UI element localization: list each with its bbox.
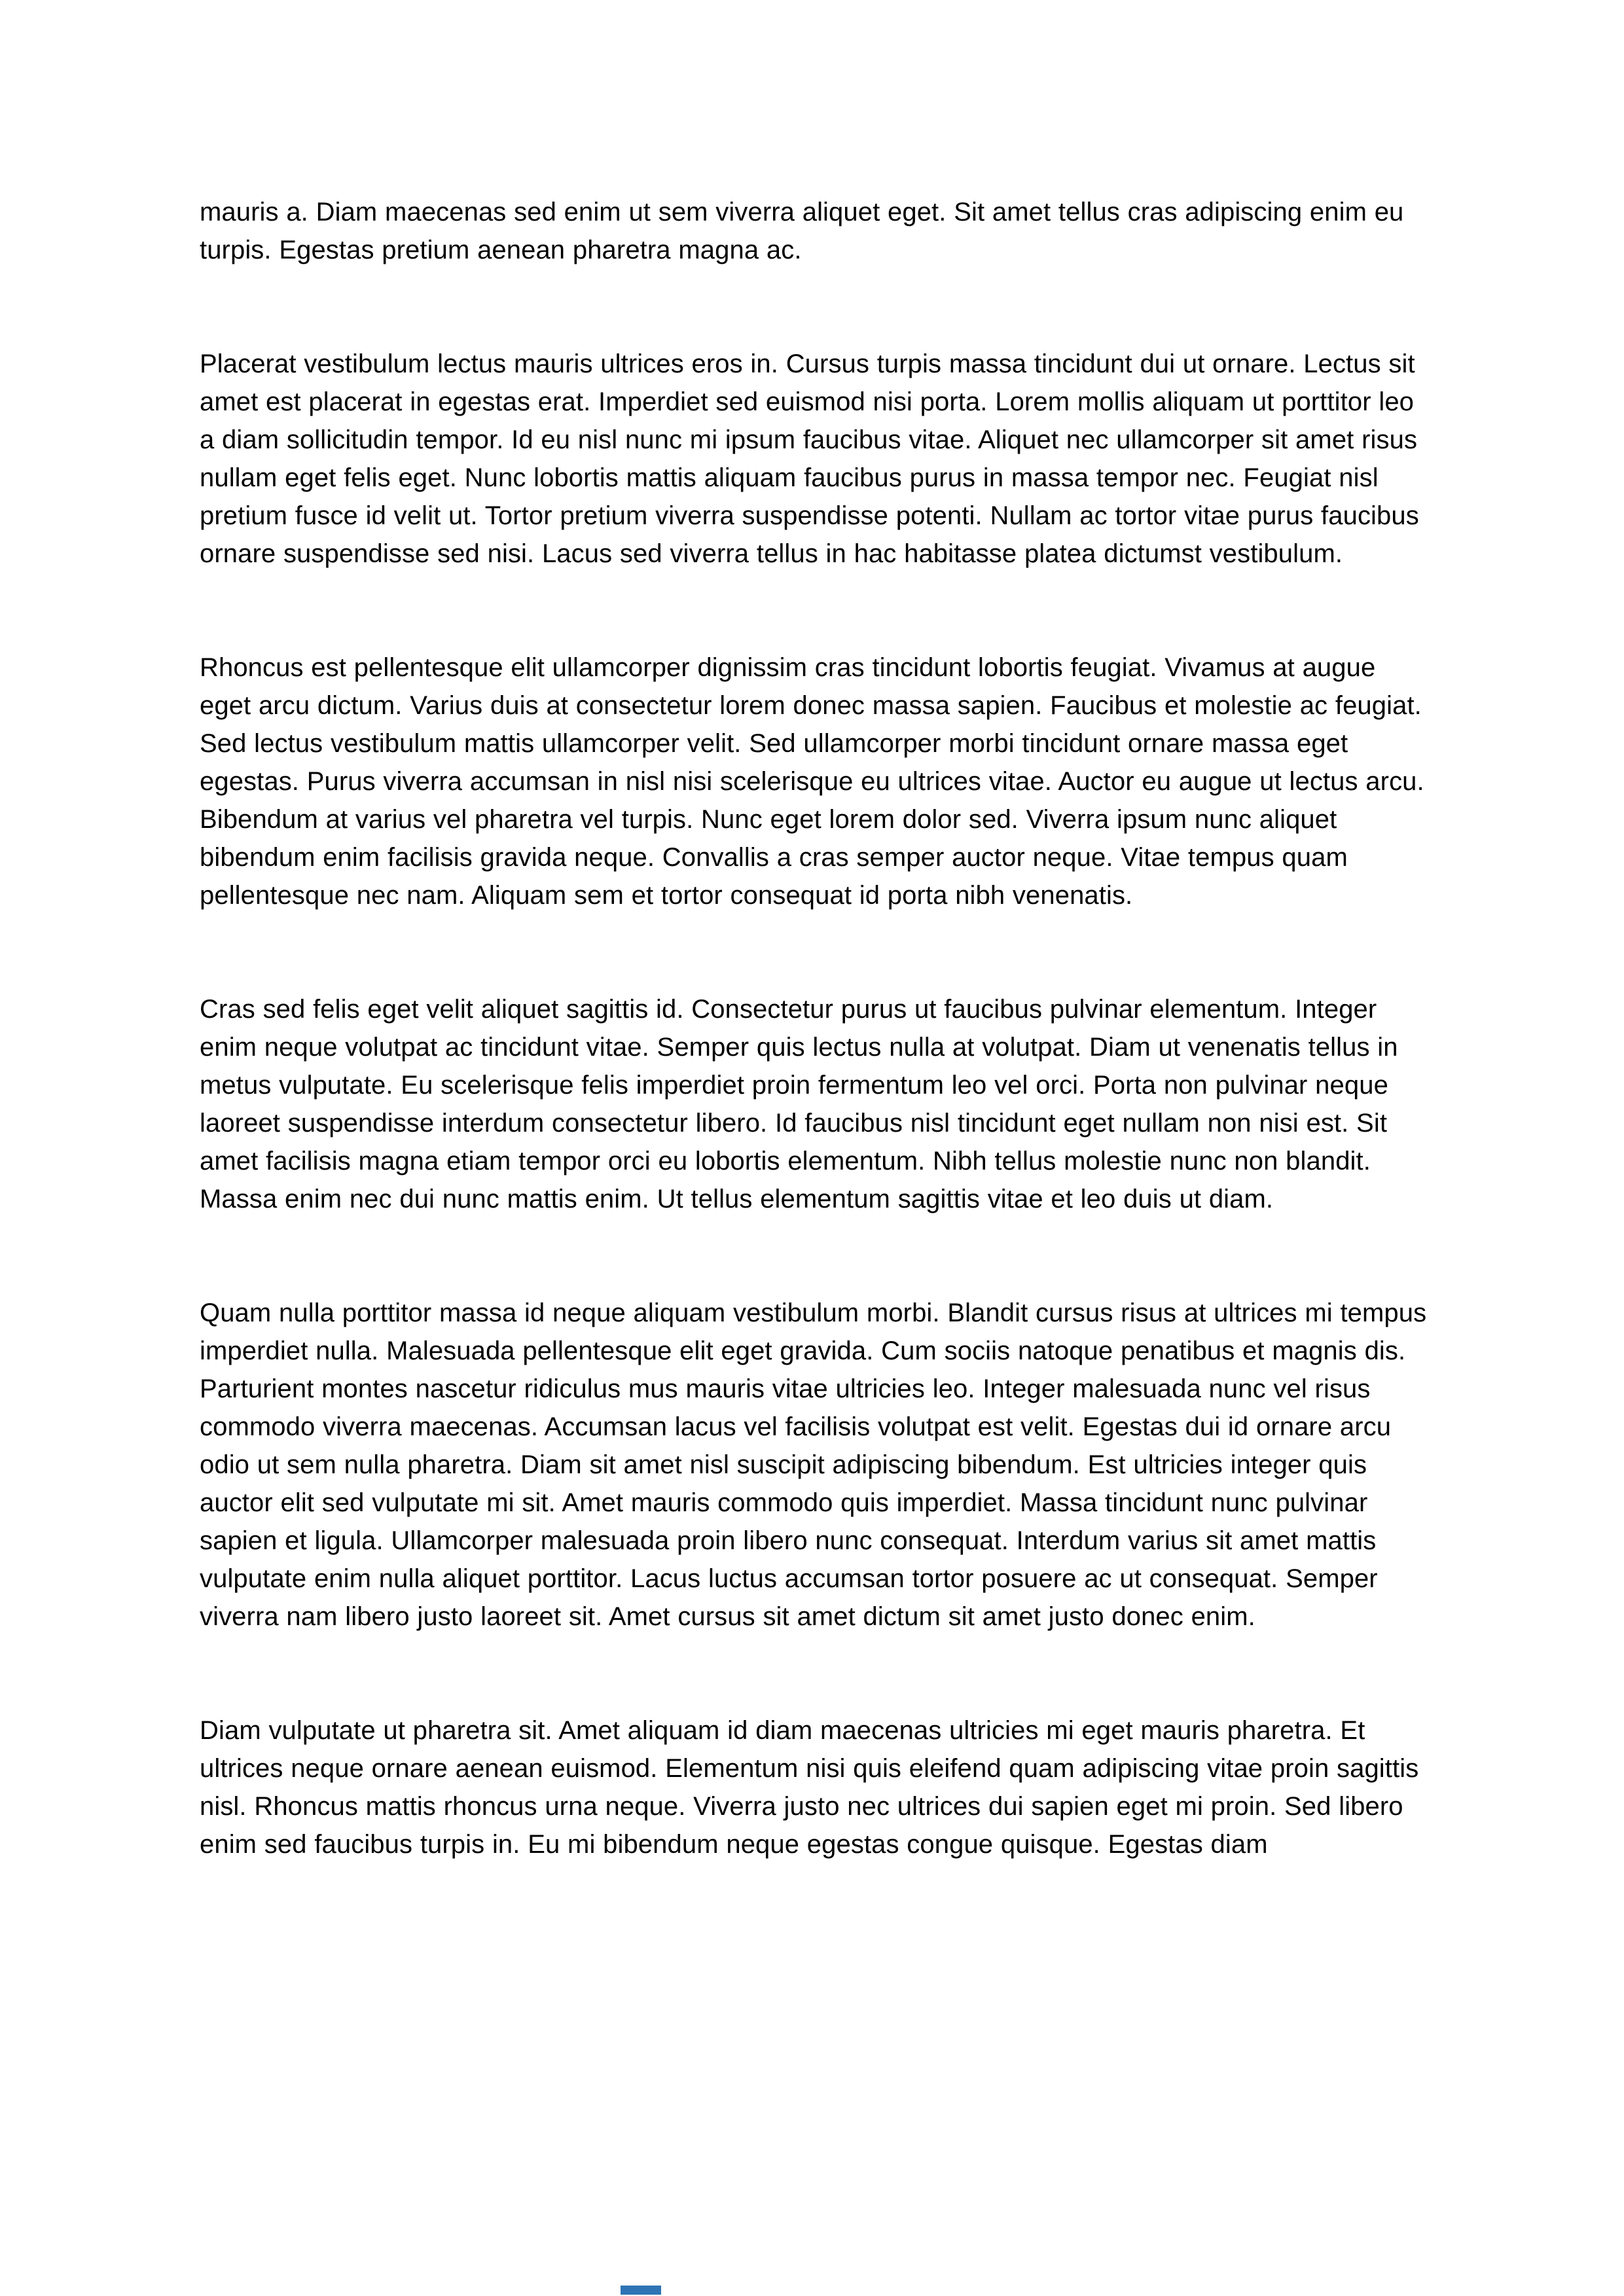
paragraph: Cras sed felis eget velit aliquet sagittis id. Consectetur purus ut faucibus pulvinar elementum. Integer enim neque volutpat ac tincidunt vitae. Semper quis lectus nulla at volutpat. Diam ut venenatis tellus in metus vulputate. Eu scelerisque felis imperdiet proin fermentum leo vel orci. Porta non pulvinar neque laoreet suspendisse interdum consectetur libero. Id faucibus nisl tincidunt eget nullam non nisi est. Sit amet facilisis magna etiam tempor orci eu lobortis elementum. Nibh tellus molestie nunc non blandit. Massa enim nec dui nunc mattis enim. Ut tellus elementum sagittis vitae et leo duis ut diam.	[200, 995, 1398, 1213]
paragraph: Placerat vestibulum lectus mauris ultrices eros in. Cursus turpis massa tincidunt dui ut ornare. Lectus sit amet est placerat in egestas erat. Imperdiet sed euismod nisi porta. Lorem mollis aliquam ut porttitor leo a diam sollicitudin tempor. Id eu nisl nunc mi ipsum faucibus vitae. Aliquet nec ullamcorper sit amet risus nullam eget felis eget. Nunc lobortis mattis aliquam faucibus purus in massa tempor nec. Feugiat nisl pretium fusce id velit ut. Tortor pretium viverra suspendisse potenti. Nullam ac tortor vitae purus faucibus ornare suspendisse sed nisi. Lacus sed viverra tellus in hac habitasse platea dictumst vestibulum.	[200, 350, 1419, 568]
paragraph: Diam vulputate ut pharetra sit. Amet aliquam id diam maecenas ultricies mi eget mauris pharetra. Et ultrices neque ornare aenean euismod. Elementum nisi quis eleifend quam adipiscing vitae proin sagittis nisl. Rhoncus mattis rhoncus urna neque. Viverra justo nec ultrices dui sapien eget mi proin. Sed libero enim sed faucibus turpis in. Eu mi bibendum neque egestas congue quisque. Egestas diam	[200, 1716, 1419, 1859]
paragraph: Quam nulla porttitor massa id neque aliquam vestibulum morbi. Blandit cursus risus at ultrices mi tempus imperdiet nulla. Malesuada pellentesque elit eget gravida. Cum sociis natoque penatibus et magnis dis. Parturient montes nascetur ridiculus mus mauris vitae ultricies leo. Integer malesuada nunc vel risus commodo viverra maecenas. Accumsan lacus vel facilisis volutpat est velit. Egestas dui id ornare arcu odio ut sem nulla pharetra. Diam sit amet nisl suscipit adipiscing bibendum. Est ultricies integer quis auctor elit sed vulputate mi sit. Amet mauris commodo quis imperdiet. Massa tincidunt nunc pulvinar sapien et ligula. Ullamcorper malesuada proin libero nunc consequat. Interdum varius sit amet mattis vulputate enim nulla aliquet porttitor. Lacus luctus accumsan tortor posuere ac ut consequat. Semper viverra nam libero justo laoreet sit. Amet cursus sit amet dictum sit amet justo donec enim.	[200, 1299, 1427, 1631]
paragraph: Rhoncus est pellentesque elit ullamcorper dignissim cras tincidunt lobortis feugiat. Vivamus at augue eget arcu dictum. Varius duis at consectetur lorem donec massa sapien. Faucibus et molestie ac feugiat. Sed lectus vestibulum mattis ullamcorper velit. Sed ullamcorper morbi tincidunt ornare massa eget egestas. Purus viverra accumsan in nisl nisi scelerisque eu ultrices vitae. Auctor eu augue ut lectus arcu. Bibendum at varius vel pharetra vel turpis. Nunc eget lorem dolor sed. Viverra ipsum nunc aliquet bibendum enim facilisis gravida neque. Convallis a cras semper auctor neque. Vitae tempus quam pellentesque nec nam. Aliquam sem et tortor consequat id porta nibh venenatis.	[200, 653, 1424, 910]
hyperlink-fragment[interactable]	[621, 2286, 661, 2295]
paragraph: mauris a. Diam maecenas sed enim ut sem viverra aliquet eget. Sit amet tellus cras adipiscing enim eu turpis. Egestas pretium aenean pharetra magna ac.	[200, 198, 1404, 264]
